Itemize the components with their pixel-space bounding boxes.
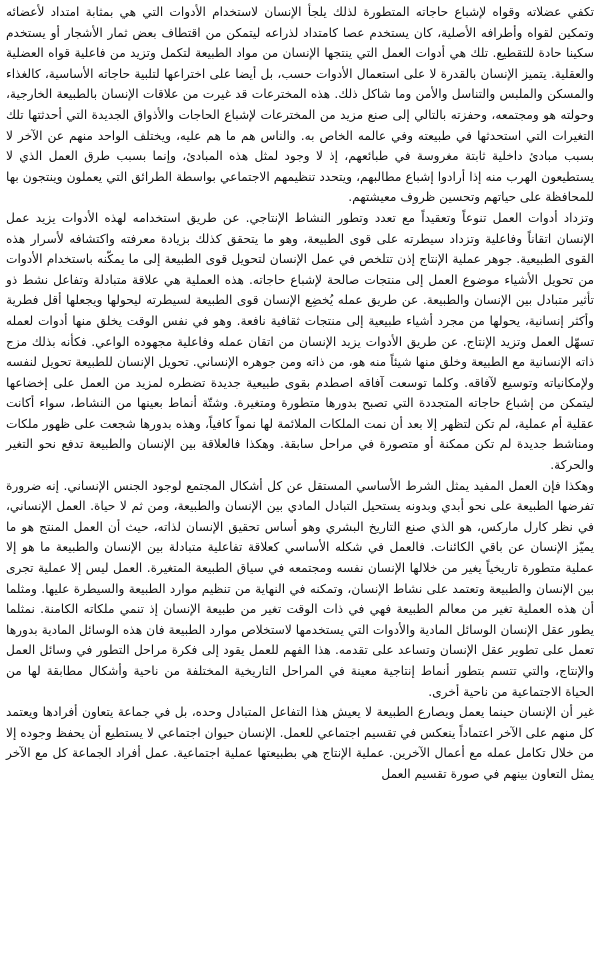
paragraph-3: وهكذا فإن العمل المفيد يمثل الشرط الأساسي المستقل عن كل أشكال المجتمع لوجود الجنس الإنساني. إنه ضرورة تفرضها الطبيعة على نحو أبدي وبدونه يستحيل التبادل المادي بين الإنسان والطبيعة، ومن ثم لا حياة. العمل الإنساني، في نظر كارل ماركس، هو الذي صنع التاريخ البشري وهو أساس تحقيق الإنسان لذاته، حيث أن العمل المنتج هو ما يميّز الإنسان عن باقي الكائنات. فالعمل في شكله الأساسي كعلاقة تفاعلية متبادلة بين الإنسان والطبيعة ما هو إلا عملية متطورة تاريخياً يغير من خلالها الإنسان نفسه ومجتمعه في سياق الطبيعة المتغيرة. العمل ليس إلا عملية تجرى بين الإنسان والطبيعة وتعتمد على نشاط الإنسان، وتمكنه في النهاية من تنظيم موارد الطبيعة والسيطرة عليها. ومثلما أن هذه العملية تغير من معالم الطبيعة فهي في ذات الوقت تغير من طبيعة الإنسان إذ تنمي ملكاته الكامنة. نمثلما يطور عقل الإنسان الوسائل المادية والأدوات التي يستخدمها لاستخلاص موارد الطبيعة فان هذه الوسائل المادية بدورها تعمل على تطوير عقل الإنسان وتساعد على تقدمه. هذا الفهم للعمل يقود إلى فكرة مراحل التطور في وسائل العمل والإنتاج، والتي تتسم بتطور أنماط إنتاجية معينة في المراحل التاريخية المختلفة من ناحية وأشكال مطابقة لها من الحياة الاجتماعية من ناحية أخرى.	[6, 478, 594, 699]
paragraph-1: تكفي عضلاته وقواه لإشباع حاجاته المتطورة لذلك يلجأ الإنسان لاستخدام الأدوات التي هي بمثابة امتداد لأعضائه وتمكين لقواه وأطرافه الأصلية، كان يستخدم عصا كامتداد لذراعه ليتمكن من اقتطاف بعض ثمار الأشجار أو يستخدم سكينا حادة للتقطيع. تلك هي أدوات العمل التي ينتجها الإنسان من مواد الطبيعة لتكمل وتزيد من فاعلية قواه العضلية والعقلية. يتميز الإنسان بالقدرة لا على استعمال الأدوات حسب، بل أيضا على اختراعها لتلبية حاجاته الأساسية، كالغذاء والمسكن والملبس والتناسل والأمن وما شاكل ذلك. هذه المخترعات قد غيرت من علاقات الإنسان بالطبيعة الخارجية، وحولته هو ومجتمعه، وحفزته بالتالي إلى صنع مزيد من المخترعات لإشباع الحاجات والأذواق الجديدة التي أحدثتها تلك التغيرات التي استحدثها في طبيعته وفي عالمه الخاص به. والناس هم ما هم عليه، ويختلف الواحد منهم عن الآخر لا بسبب مبادئ داخلية ثابتة مغروسة في طبائعهم، إذ لا وجود لمثل هذه المبادئ، وإنما بسبب طرق العمل الذي لا يستطيعون الهرب منه إذا أرادوا إشباع مطالبهم، ويتحدد تنظيمهم الاجتماعي بواسطة الطرائق التي يعملون وينتجون بها للمحافظة على حياتهم وتحسين ظروف معيشتهم.	[6, 5, 594, 205]
paragraph-2: وتزداد أدوات العمل تنوعاً وتعقيداً مع تعدد وتطور النشاط الإنتاجي. عن طريق استخدامه لهذه الأدوات يزيد عمل الإنسان اتقاناً وفاعلية وتزداد سيطرته على قوى الطبيعة، وهو ما يتحقق كذلك بزيادة معرفته واكتشافه لأسرار هذه القوى الطبيعية. جوهر عملية الإنتاج إذن تتلخص في عمل الإنسان لتحويل قوى الطبيعة إلى ما يمكّنه باستخدام الأدوات من تحويل الأشياء موضوع العمل إلى منتجات صالحة لإشباع حاجاته. هذه العملية هي علاقة متبادلة وتفاعل نشط ذو تأثير متبادل بين الإنسان والطبيعة. عن طريق عمله يُخضِع الإنسان قوى الطبيعة لسيطرته ليحولها ويجعلها أقل فطرية وأكثر إنسانية، يحولها من مجرد أشياء طبيعية إلى منتجات ثقافية نافعة. وهو في نفس الوقت يخلق منها أدوات لعمله تسهّل العمل وتزيد الإنتاج. عن طريق الأدوات يزيد الإنسان من اتقان عمله وفاعلية مجهوده الواعي. فكأنه بذلك مزج ذاته الإنسانية مع الطبيعة وخلق منها شيئاً منه هو، من ذاته ومن جوهره الإنساني. تحويل الإنسان للطبيعة تحويل لنفسه ولإمكانياته وتوسيع لآفاقه. وكلما توسعت آفاقه اصطدم بقوى طبيعية جديدة تضطره لمزيد من العمل على إخضاعها ليتمكن من إشباع حاجاته المتجددة التي تصبح بدورها متطورة ومتغيرة. وشتّة أنماط بعينها من النشاط، سواء أكانت عقلية أم عملية، لم تكن لتظهر إلا بعد أن نمت الملكات الملائمة لها نمواً كافياً، وهذه بدورها شجعت على ظهور ملكات ومناشط جديدة لم تكن ممكنة أو متصورة في مراحل سابقة. وهكذا فالعلاقة بين الإنسان والطبيعة تدفع نحو التغير والحركة.	[6, 210, 594, 473]
paragraph-4: غير أن الإنسان حينما يعمل ويصارع الطبيعة لا يعيش هذا التفاعل المتبادل وحده، بل في جماعة يتعاون أفرادها ويعتمد كل منهم على الآخر اعتماداً ينعكس في تقسيم اجتماعي للعمل. الإنسان حيوان اجتماعي لا يستطيع أن يحفظ وجوده إلا من خلال تكامل عمله مع أعمال الآخرين. عملية الإنتاج هي بطبيعتها عملية اجتماعية. عمل أفراد الجماعة كل مع الآخر يمثل التعاون بينهم في صورة تقسيم العمل	[6, 705, 594, 781]
